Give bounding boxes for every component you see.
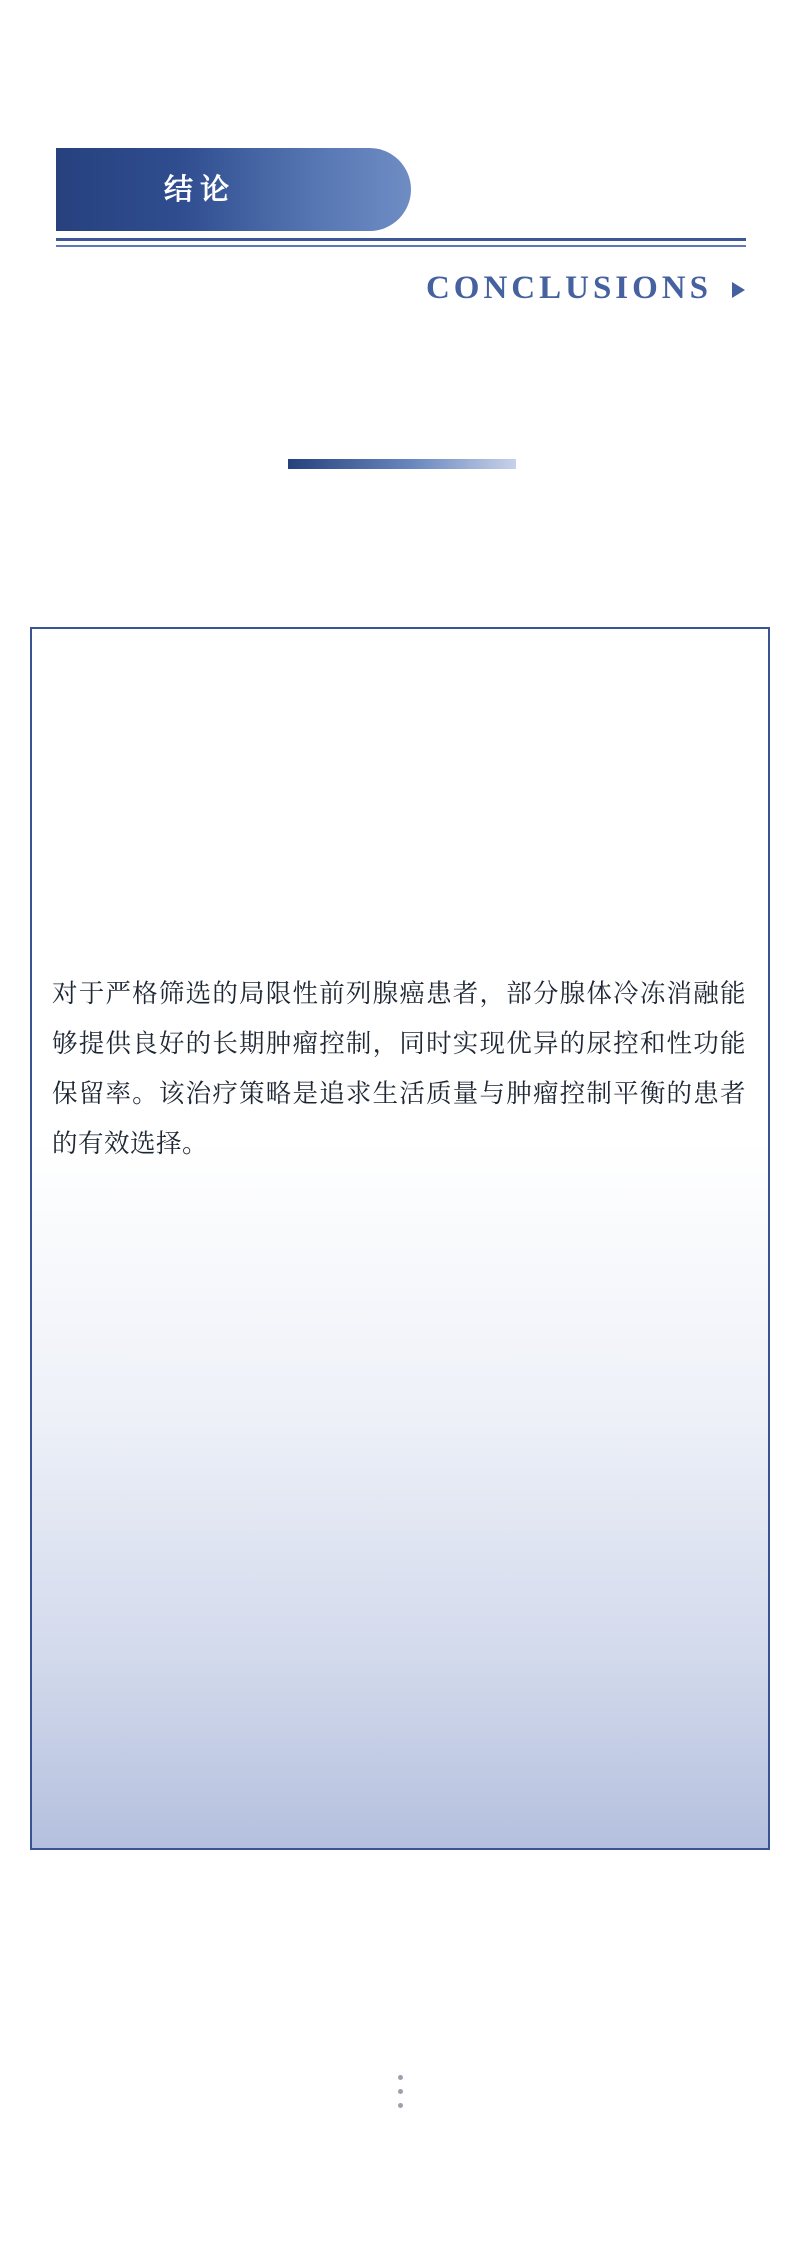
header — [0, 148, 800, 258]
header-rule-bottom — [56, 245, 746, 247]
subtitle-row — [0, 270, 800, 320]
footer-dot-icon — [398, 2103, 403, 2108]
footer-dots — [0, 2075, 800, 2108]
header-rule-top — [56, 238, 746, 241]
accent-divider — [288, 459, 516, 469]
conclusion-body-text: 对于严格筛选的局限性前列腺癌患者，部分腺体冷冻消融能够提供良好的长期肿瘤控制，同时实现优异的尿控和性功能保留率。该治疗策略是追求生活质量与肿瘤控制平衡的患者的有效选择。 — [52, 980, 746, 1158]
footer-dot-icon — [398, 2075, 403, 2080]
conclusion-card — [30, 627, 770, 1850]
header-tab-label: 结论 — [164, 174, 237, 206]
subtitle-english: CONCLUSIONS — [425, 270, 712, 306]
triangle-right-icon — [732, 282, 745, 298]
header-tab — [56, 148, 411, 231]
footer-dot-icon — [398, 2089, 403, 2094]
